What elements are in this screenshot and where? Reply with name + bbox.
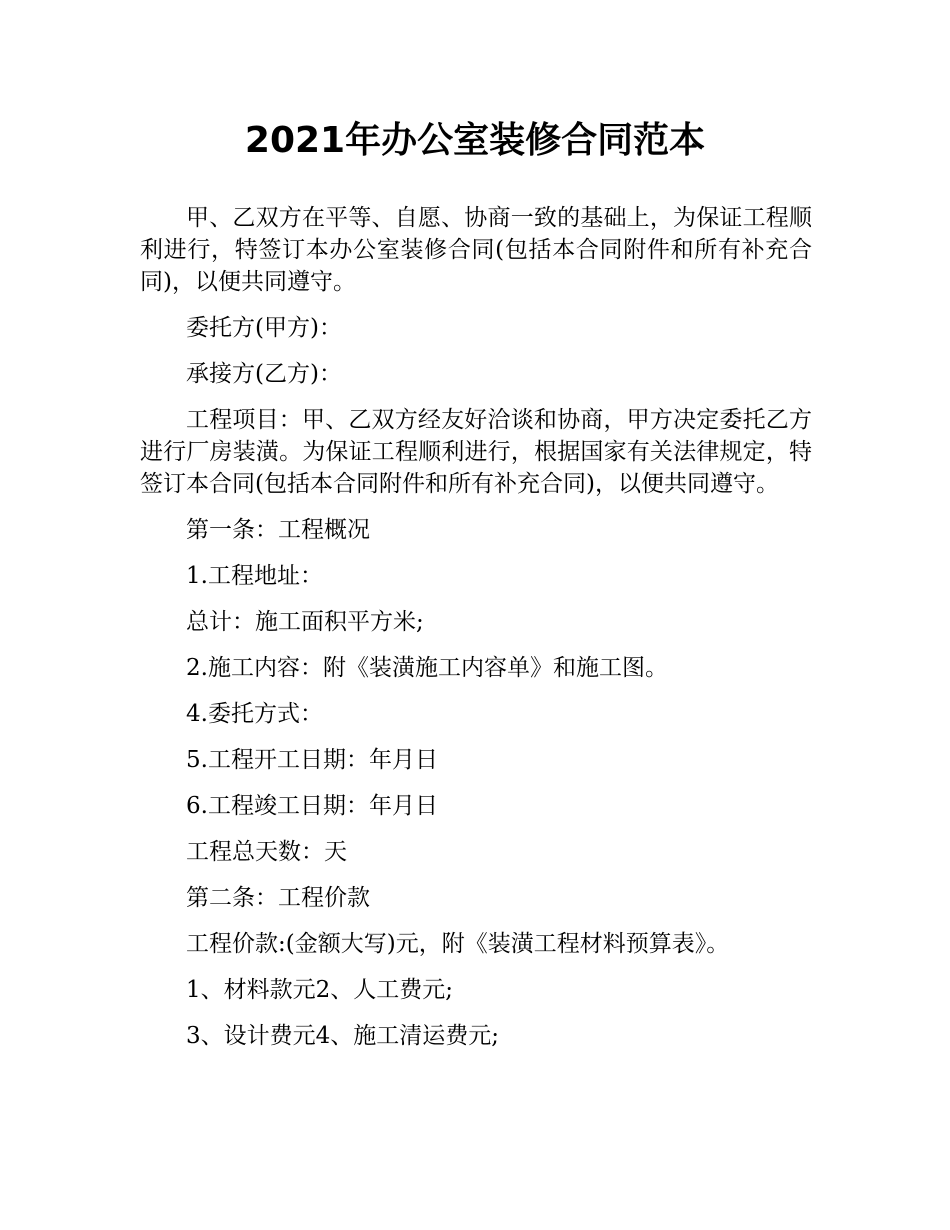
paragraph-intro: 甲、乙双方在平等、自愿、协商一致的基础上，为保证工程顺利进行，特签订本办公室装修合同(包括本合同附件和所有补充合同)，以便共同遵守。 bbox=[140, 205, 812, 295]
paragraph-price: 工程价款:(金额大写)元，附《装潢工程材料预算表》。 bbox=[186, 931, 730, 957]
paragraph-contractor: 承接方(乙方)： bbox=[186, 361, 342, 387]
paragraph-area: 总计：施工面积平方米; bbox=[186, 609, 424, 635]
document-title: 2021年办公室装修合同范本 bbox=[244, 120, 706, 161]
paragraph-end-date: 6.工程竣工日期：年月日 bbox=[186, 793, 438, 819]
paragraph-start-date: 5.工程开工日期：年月日 bbox=[186, 747, 438, 773]
paragraph-total-days: 工程总天数：天 bbox=[186, 839, 347, 865]
paragraph-address: 1.工程地址： bbox=[186, 563, 323, 589]
paragraph-fees-1: 1、材料款元2、人工费元; bbox=[186, 977, 454, 1003]
section-heading-article-1: 第一条：工程概况 bbox=[186, 517, 370, 543]
paragraph-method: 4.委托方式： bbox=[186, 701, 323, 727]
paragraph-fees-2: 3、设计费元4、施工清运费元; bbox=[186, 1023, 500, 1049]
paragraph-content: 2.施工内容：附《装潢施工内容单》和施工图。 bbox=[186, 655, 668, 681]
paragraph-client: 委托方(甲方)： bbox=[186, 315, 342, 341]
paragraph-project: 工程项目：甲、乙双方经友好洽谈和协商，甲方决定委托乙方进行厂房装潢。为保证工程顺利进行，根据国家有关法律规定，特签订本合同(包括本合同附件和所有补充合同)，以便共同遵守。 bbox=[140, 407, 812, 497]
section-heading-article-2: 第二条：工程价款 bbox=[186, 885, 370, 911]
document-body bbox=[140, 202, 812, 1066]
